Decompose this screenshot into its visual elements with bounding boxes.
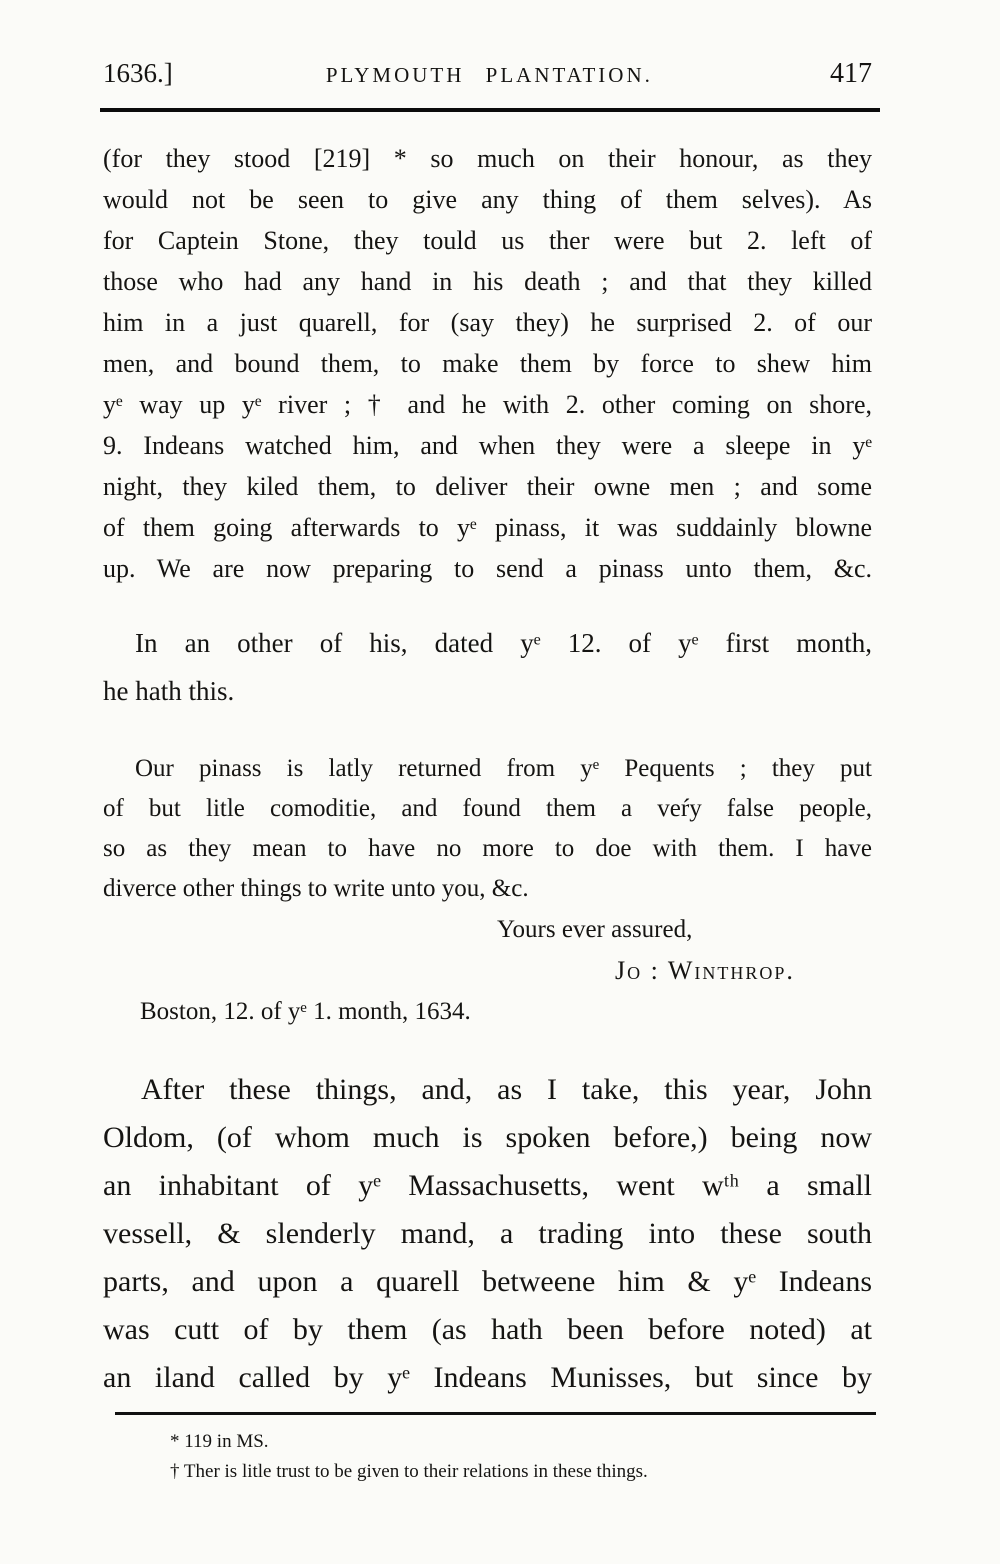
text-line: diverce other things to write unto you, &c.: [103, 875, 529, 902]
text-line: an iland called by yᵉ Indeans Munisses, but since by: [103, 1361, 872, 1394]
text-line: (for they stood [219] * so much on their honour, as they: [103, 144, 872, 173]
text-line: parts, and upon a quarell betweene him & yᵉ Indeans: [103, 1265, 872, 1298]
text-line: would not be seen to give any thing of them selves). As: [103, 185, 872, 214]
footnotes: [103, 1427, 872, 1487]
text-line: was cutt of by them (as hath been before noted) at: [103, 1313, 872, 1346]
text-line: he hath this.: [103, 676, 235, 706]
text-line: those who had any hand in his death ; and that they killed: [103, 267, 872, 296]
text-line: of them going afterwards to yᵉ pinass, it was suddainly blowne: [103, 513, 872, 542]
signatory-text: Jo : Winthrop.: [615, 956, 795, 985]
footnote: † Ther is litle trust to be given to their relations in these things.: [170, 1461, 648, 1482]
letter-signatory: [103, 950, 872, 991]
valediction-text: Yours ever assured,: [497, 916, 693, 943]
footnote-divider: [115, 1412, 876, 1415]
dateline-text: Boston, 12. of yᵉ 1. month, 1634.: [140, 998, 471, 1025]
text-line: him in a just quarell, for (say they) he surprised 2. of our: [103, 308, 872, 337]
text-line: vessell, & slenderly mand, a trading into these south: [103, 1217, 872, 1250]
text-line: In an other of his, dated yᵉ 12. of yᵉ first month,: [135, 628, 872, 658]
letter-valediction: [103, 909, 872, 950]
text-line: up. We are now preparing to send a pinass unto them, &c.: [103, 554, 872, 583]
page-number: 417: [829, 58, 872, 89]
text-line: After these things, and, as I take, this year, John: [141, 1073, 872, 1106]
text-line: for Captein Stone, they tould us ther were but 2. left of: [103, 226, 872, 255]
text-line: of but litle comoditie, and found them a veŕy false people,: [103, 795, 872, 822]
footnote: * 119 in MS.: [170, 1431, 269, 1452]
letter-dateline: [103, 991, 872, 1032]
text-line: an inhabitant of yᵉ Massachusetts, went wᵗʰ a small: [103, 1169, 872, 1202]
paragraph-letter-quote: [103, 749, 872, 909]
text-line: night, they kiled them, to deliver their owne men ; and some: [103, 472, 872, 501]
paragraph-narrative-intro: [103, 619, 872, 715]
text-line: 9. Indeans watched him, and when they were a sleepe in yᵉ: [103, 431, 872, 460]
running-title: PLYMOUTH PLANTATION.: [325, 63, 653, 87]
header-divider: [100, 108, 880, 112]
text-line: Our pinass is latly returned from yᵉ Pequents ; they put: [135, 755, 872, 782]
paragraph-letter-continuation: [103, 138, 872, 589]
year-marker: 1636.]: [103, 58, 173, 88]
paragraph-john-oldom: [103, 1066, 872, 1402]
page-header: [103, 56, 872, 92]
text-line: men, and bound them, to make them by force to shew him: [103, 349, 872, 378]
text-line: Oldom, (of whom much is spoken before,) being now: [103, 1121, 872, 1154]
text-line: so as they mean to have no more to doe with them. I have: [103, 835, 872, 862]
text-line: yᵉ way up yᵉ river ; † and he with 2. other coming on shore,: [103, 390, 872, 419]
